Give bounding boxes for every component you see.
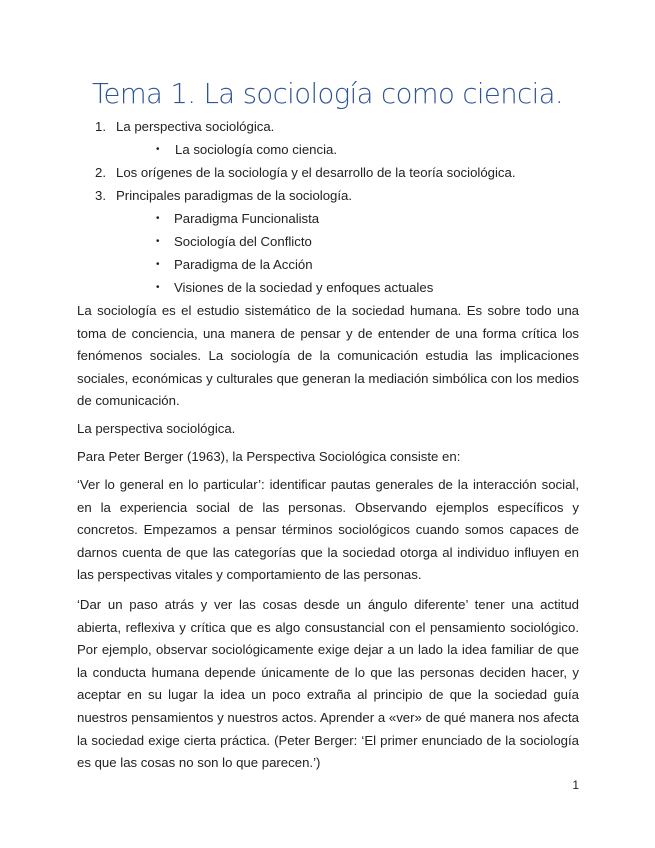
bullet-icon: • — [156, 144, 160, 155]
outline-subitem — [0, 208, 655, 231]
outline-item-2 — [0, 162, 655, 185]
topic-outline — [0, 116, 655, 300]
outline-item-3 — [0, 185, 655, 208]
outline-subitem — [0, 231, 655, 254]
bullet-icon: • — [156, 282, 160, 293]
body-paragraph-heading — [77, 418, 579, 441]
outline-item-1 — [0, 116, 655, 139]
body-paragraph-berger — [77, 446, 579, 469]
outline-subitem-text: Sociología del Conflicto — [174, 234, 312, 249]
body-paragraph-intro — [77, 300, 579, 413]
body-paragraph-step-back — [77, 594, 579, 775]
paragraph-text: La perspectiva sociológica. — [77, 421, 236, 436]
outline-subitem-text: La sociología como ciencia. — [175, 142, 338, 157]
page-title: Tema 1. La sociología como ciencia. — [91, 78, 564, 110]
outline-subitem — [0, 277, 655, 300]
paragraph-text: La sociología es el estudio sistemático de la sociedad humana. Es sobre todo una toma de conciencia, una manera de pensar y de entender de una forma crítica los fenómenos sociales. La sociología de la comunicación estudia las implicaciones sociales, económicas y culturales que generan la mediación simbólica con los medios de comunicación. — [77, 303, 579, 409]
paragraph-text: Para Peter Berger (1963), la Perspectiva Sociológica consiste en: — [77, 449, 461, 464]
outline-subitem-text: Paradigma de la Acción — [174, 257, 313, 272]
bullet-icon: • — [156, 236, 160, 247]
outline-item-text: La perspectiva sociológica. — [116, 119, 275, 134]
paragraph-text: ‘Ver lo general en lo particular’: identificar pautas generales de la interacción social, en la experiencia social de las personas. Observando ejemplos específicos y concretos. Empezamos a pensar términos sociológicos cuando somos capaces de darnos cuenta de que las categorías que la sociedad otorga al individuo influyen en las perspectivas vitales y comportamiento de las personas. — [77, 477, 579, 583]
bullet-icon: • — [156, 213, 160, 224]
outline-item-number: 3. — [95, 188, 106, 203]
body-paragraph-general — [77, 474, 579, 587]
page-number: 1 — [572, 778, 579, 792]
bullet-icon: • — [156, 259, 160, 270]
outline-subitem — [0, 254, 655, 277]
outline-item-number: 1. — [95, 119, 106, 134]
paragraph-text: ‘Dar un paso atrás y ver las cosas desde un ángulo diferente’ tener una actitud abierta, reflexiva y crítica que es algo consustancial con el pensamiento sociológico. Por ejemplo, observar sociológicamente exige dejar a un lado la idea familiar de que la conducta humana depende únicamente de lo que las personas deciden hacer, y aceptar en su lugar la idea un poco extraña al principio de que la sociedad guía nuestros pensamientos y nuestros actos. Aprender a «ver» de qué manera nos afecta la sociedad exige cierta práctica. (Peter Berger: ‘El primer enunciado de la sociología es que las cosas no son lo que parecen.’) — [77, 597, 579, 771]
outline-item-number: 2. — [95, 165, 106, 180]
outline-subitem — [0, 139, 655, 162]
outline-subitem-text: Visiones de la sociedad y enfoques actuales — [174, 280, 434, 295]
outline-subitem-text: Paradigma Funcionalista — [174, 211, 320, 226]
outline-item-text: Principales paradigmas de la sociología. — [116, 188, 353, 203]
outline-item-text: Los orígenes de la sociología y el desarrollo de la teoría sociológica. — [116, 165, 516, 180]
